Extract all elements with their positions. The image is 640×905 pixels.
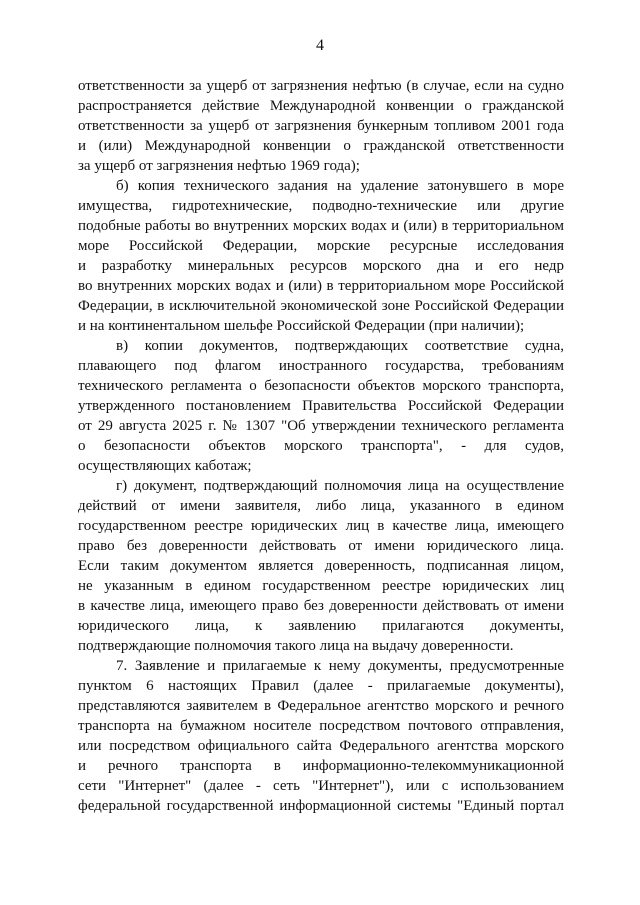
paragraph bbox=[78, 656, 564, 816]
text-line: и разработку минеральных ресурсов морского дна и его недр bbox=[78, 258, 564, 274]
text-line: плавающего под флагом иностранного государства, требованиям bbox=[78, 358, 564, 374]
text-line: от 29 августа 2025 г. № 1307 "Об утверждении технического регламента bbox=[78, 418, 564, 434]
text-line: транспорта на бумажном носителе посредством почтового отправления, bbox=[78, 718, 564, 734]
text-line: в) копии документов, подтверждающих соответствие судна, bbox=[116, 338, 564, 354]
text-line: Федерации, в исключительной экономической зоне Российской Федерации bbox=[78, 298, 564, 314]
text-line: и речного транспорта в информационно-телекоммуникационной bbox=[78, 758, 564, 774]
text-line: сети "Интернет" (далее - сеть "Интернет"), или с использованием bbox=[78, 778, 564, 794]
text-line: распространяется действие Международной конвенции о гражданской bbox=[78, 98, 564, 114]
text-line: федеральной государственной информационной системы "Единый портал bbox=[78, 798, 564, 814]
text-line: представляются заявителем в Федеральное агентство морского и речного bbox=[78, 698, 564, 714]
text-line: б) копия технического задания на удаление затонувшего в море bbox=[116, 178, 564, 194]
text-line: имущества, гидротехнические, подводно-технические или другие bbox=[78, 198, 564, 214]
paragraph bbox=[78, 176, 564, 336]
text-line: юридического лица, к заявлению прилагаются документы, bbox=[78, 618, 564, 634]
text-line: Если таким документом является доверенность, подписанная лицом, bbox=[78, 558, 564, 574]
text-line: ответственности за ущерб от загрязнения нефтью (в случае, если на судно bbox=[78, 78, 564, 94]
text-line: ответственности за ущерб от загрязнения бункерным топливом 2001 года bbox=[78, 118, 564, 134]
text-line: действий от имени заявителя, либо лица, указанного в едином bbox=[78, 498, 564, 514]
text-line: о безопасности объектов морского транспорта", - для судов, bbox=[78, 438, 564, 454]
text-line: море Российской Федерации, морские ресурсные исследования bbox=[78, 238, 564, 254]
text-line: утвержденного постановлением Правительства Российской Федерации bbox=[78, 398, 564, 414]
text-line: 7. Заявление и прилагаемые к нему документы, предусмотренные bbox=[116, 658, 564, 674]
document-body bbox=[78, 76, 564, 816]
text-line: пунктом 6 настоящих Правил (далее - прилагаемые документы), bbox=[78, 678, 564, 694]
text-line: право без доверенности действовать от имени юридического лица. bbox=[78, 538, 564, 554]
text-line: государственном реестре юридических лиц в качестве лица, имеющего bbox=[78, 518, 564, 534]
text-line: в качестве лица, имеющего право без доверенности действовать от имени bbox=[78, 598, 564, 614]
paragraph bbox=[78, 336, 564, 476]
text-line: и (или) Международной конвенции о гражданской ответственности bbox=[78, 138, 564, 154]
paragraph bbox=[78, 76, 564, 176]
text-line: или посредством официального сайта Федерального агентства морского bbox=[78, 738, 564, 754]
text-line: подобные работы во внутренних морских водах и (или) в территориальном bbox=[78, 218, 564, 234]
text-line: г) документ, подтверждающий полномочия лица на осуществление bbox=[116, 478, 564, 494]
page-number: 4 bbox=[316, 37, 324, 54]
text-line: за ущерб от загрязнения нефтью 1969 года); bbox=[78, 158, 360, 174]
text-line: осуществляющих каботаж; bbox=[78, 458, 252, 474]
text-line: подтверждающие полномочия такого лица на выдачу доверенности. bbox=[78, 638, 514, 654]
text-line: технического регламента о безопасности объектов морского транспорта, bbox=[78, 378, 564, 394]
paragraph bbox=[78, 476, 564, 656]
text-line: не указанным в едином государственном реестре юридических лиц bbox=[78, 578, 564, 594]
text-line: и на континентальном шельфе Российской Федерации (при наличии); bbox=[78, 318, 525, 334]
text-line: во внутренних морских водах и (или) в территориальном море Российской bbox=[78, 278, 564, 294]
